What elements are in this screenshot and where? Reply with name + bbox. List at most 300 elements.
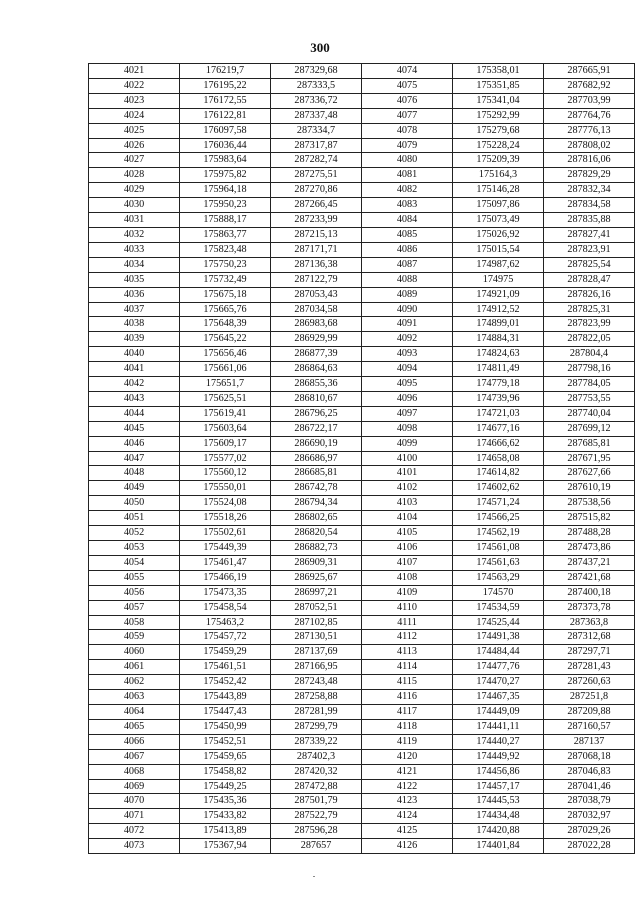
y-coordinate-right-cell: 287437,21 xyxy=(544,555,635,570)
point-number-left-cell: 4050 xyxy=(89,496,180,511)
table-row xyxy=(89,555,635,570)
point-number-right-cell: 4126 xyxy=(362,839,453,854)
y-coordinate-right-cell: 287825,54 xyxy=(544,257,635,272)
y-coordinate-right-cell: 287032,97 xyxy=(544,809,635,824)
x-coordinate-right-cell: 174824,63 xyxy=(453,347,544,362)
x-coordinate-right-cell: 174562,19 xyxy=(453,526,544,541)
y-coordinate-left-cell: 287333,5 xyxy=(271,78,362,93)
table-row xyxy=(89,64,635,79)
point-number-left-cell: 4039 xyxy=(89,332,180,347)
point-number-right-cell: 4119 xyxy=(362,734,453,749)
point-number-right-cell: 4086 xyxy=(362,242,453,257)
table-row xyxy=(89,421,635,436)
point-number-right-cell: 4103 xyxy=(362,496,453,511)
x-coordinate-left-cell: 175433,82 xyxy=(180,809,271,824)
y-coordinate-right-cell: 287798,16 xyxy=(544,362,635,377)
y-coordinate-left-cell: 286685,81 xyxy=(271,466,362,481)
y-coordinate-left-cell: 287233,99 xyxy=(271,213,362,228)
x-coordinate-left-cell: 175524,08 xyxy=(180,496,271,511)
x-coordinate-right-cell: 174484,44 xyxy=(453,645,544,660)
y-coordinate-right-cell: 287041,46 xyxy=(544,779,635,794)
page-number: 300 xyxy=(310,40,330,55)
y-coordinate-right-cell: 287832,34 xyxy=(544,183,635,198)
x-coordinate-right-cell: 175279,68 xyxy=(453,123,544,138)
table-row xyxy=(89,108,635,123)
x-coordinate-left-cell: 175447,43 xyxy=(180,704,271,719)
point-number-right-cell: 4125 xyxy=(362,824,453,839)
x-coordinate-left-cell: 175458,82 xyxy=(180,764,271,779)
table-row xyxy=(89,287,635,302)
point-number-left-cell: 4072 xyxy=(89,824,180,839)
x-coordinate-left-cell: 175964,18 xyxy=(180,183,271,198)
y-coordinate-left-cell: 287339,22 xyxy=(271,734,362,749)
x-coordinate-right-cell: 174566,25 xyxy=(453,511,544,526)
table-row xyxy=(89,227,635,242)
x-coordinate-right-cell: 174739,96 xyxy=(453,391,544,406)
point-number-left-cell: 4044 xyxy=(89,406,180,421)
x-coordinate-right-cell: 174491,38 xyxy=(453,630,544,645)
point-number-left-cell: 4047 xyxy=(89,451,180,466)
y-coordinate-right-cell: 287538,56 xyxy=(544,496,635,511)
table-row xyxy=(89,257,635,272)
y-coordinate-left-cell: 286864,63 xyxy=(271,362,362,377)
point-number-left-cell: 4073 xyxy=(89,839,180,854)
point-number-right-cell: 4100 xyxy=(362,451,453,466)
y-coordinate-right-cell: 287046,83 xyxy=(544,764,635,779)
y-coordinate-right-cell: 287776,13 xyxy=(544,123,635,138)
point-number-left-cell: 4035 xyxy=(89,272,180,287)
x-coordinate-right-cell: 175209,39 xyxy=(453,153,544,168)
y-coordinate-left-cell: 287596,28 xyxy=(271,824,362,839)
point-number-right-cell: 4122 xyxy=(362,779,453,794)
point-number-left-cell: 4058 xyxy=(89,615,180,630)
y-coordinate-left-cell: 287215,13 xyxy=(271,227,362,242)
table-row xyxy=(89,153,635,168)
y-coordinate-right-cell: 287828,47 xyxy=(544,272,635,287)
point-number-right-cell: 4118 xyxy=(362,719,453,734)
x-coordinate-right-cell: 174456,86 xyxy=(453,764,544,779)
x-coordinate-right-cell: 174449,09 xyxy=(453,704,544,719)
x-coordinate-left-cell: 176195,22 xyxy=(180,78,271,93)
x-coordinate-left-cell: 175983,64 xyxy=(180,153,271,168)
point-number-right-cell: 4092 xyxy=(362,332,453,347)
y-coordinate-right-cell: 287029,26 xyxy=(544,824,635,839)
table-row xyxy=(89,362,635,377)
table-row xyxy=(89,391,635,406)
y-coordinate-left-cell: 286855,36 xyxy=(271,377,362,392)
y-coordinate-right-cell: 287421,68 xyxy=(544,570,635,585)
x-coordinate-left-cell: 175603,64 xyxy=(180,421,271,436)
point-number-right-cell: 4075 xyxy=(362,78,453,93)
table-row xyxy=(89,690,635,705)
table-row xyxy=(89,198,635,213)
y-coordinate-left-cell: 287137,69 xyxy=(271,645,362,660)
y-coordinate-right-cell: 287137 xyxy=(544,734,635,749)
x-coordinate-left-cell: 175732,49 xyxy=(180,272,271,287)
y-coordinate-right-cell: 287816,06 xyxy=(544,153,635,168)
y-coordinate-right-cell: 287671,95 xyxy=(544,451,635,466)
x-coordinate-left-cell: 175461,51 xyxy=(180,660,271,675)
y-coordinate-right-cell: 287835,88 xyxy=(544,213,635,228)
x-coordinate-right-cell: 174975 xyxy=(453,272,544,287)
x-coordinate-right-cell: 174467,35 xyxy=(453,690,544,705)
y-coordinate-left-cell: 287337,48 xyxy=(271,108,362,123)
y-coordinate-right-cell: 287822,05 xyxy=(544,332,635,347)
point-number-left-cell: 4043 xyxy=(89,391,180,406)
y-coordinate-left-cell: 287053,43 xyxy=(271,287,362,302)
table-row xyxy=(89,183,635,198)
table-row xyxy=(89,123,635,138)
y-coordinate-right-cell: 287834,58 xyxy=(544,198,635,213)
y-coordinate-left-cell: 287130,51 xyxy=(271,630,362,645)
y-coordinate-right-cell: 287823,99 xyxy=(544,317,635,332)
table-row xyxy=(89,675,635,690)
x-coordinate-right-cell: 174658,08 xyxy=(453,451,544,466)
y-coordinate-right-cell: 287753,55 xyxy=(544,391,635,406)
point-number-right-cell: 4099 xyxy=(362,436,453,451)
x-coordinate-left-cell: 175577,02 xyxy=(180,451,271,466)
x-coordinate-left-cell: 175367,94 xyxy=(180,839,271,854)
point-number-right-cell: 4120 xyxy=(362,749,453,764)
y-coordinate-left-cell: 287102,85 xyxy=(271,615,362,630)
point-number-right-cell: 4115 xyxy=(362,675,453,690)
y-coordinate-right-cell: 287363,8 xyxy=(544,615,635,630)
x-coordinate-left-cell: 175502,61 xyxy=(180,526,271,541)
point-number-left-cell: 4067 xyxy=(89,749,180,764)
x-coordinate-left-cell: 175665,76 xyxy=(180,302,271,317)
table-row xyxy=(89,347,635,362)
point-number-left-cell: 4026 xyxy=(89,138,180,153)
x-coordinate-right-cell: 175228,24 xyxy=(453,138,544,153)
x-coordinate-right-cell: 174440,27 xyxy=(453,734,544,749)
y-coordinate-left-cell: 287281,99 xyxy=(271,704,362,719)
x-coordinate-left-cell: 175750,23 xyxy=(180,257,271,272)
point-number-left-cell: 4030 xyxy=(89,198,180,213)
point-number-left-cell: 4034 xyxy=(89,257,180,272)
point-number-left-cell: 4063 xyxy=(89,690,180,705)
x-coordinate-left-cell: 176097,58 xyxy=(180,123,271,138)
point-number-right-cell: 4114 xyxy=(362,660,453,675)
x-coordinate-left-cell: 175625,51 xyxy=(180,391,271,406)
x-coordinate-left-cell: 175461,47 xyxy=(180,555,271,570)
table-row xyxy=(89,78,635,93)
y-coordinate-right-cell: 287473,86 xyxy=(544,541,635,556)
table-row xyxy=(89,704,635,719)
y-coordinate-right-cell: 287610,19 xyxy=(544,481,635,496)
y-coordinate-right-cell: 287699,12 xyxy=(544,421,635,436)
table-row xyxy=(89,839,635,854)
table-row xyxy=(89,541,635,556)
point-number-left-cell: 4057 xyxy=(89,600,180,615)
point-number-left-cell: 4053 xyxy=(89,541,180,556)
table-row xyxy=(89,824,635,839)
x-coordinate-left-cell: 175413,89 xyxy=(180,824,271,839)
y-coordinate-left-cell: 286690,19 xyxy=(271,436,362,451)
point-number-left-cell: 4056 xyxy=(89,585,180,600)
table-row xyxy=(89,570,635,585)
table-row xyxy=(89,734,635,749)
point-number-right-cell: 4091 xyxy=(362,317,453,332)
table-row xyxy=(89,406,635,421)
point-number-right-cell: 4106 xyxy=(362,541,453,556)
x-coordinate-left-cell: 175449,39 xyxy=(180,541,271,556)
x-coordinate-right-cell: 174470,27 xyxy=(453,675,544,690)
x-coordinate-right-cell: 174534,59 xyxy=(453,600,544,615)
y-coordinate-right-cell: 287488,28 xyxy=(544,526,635,541)
coordinates-table xyxy=(88,63,635,854)
point-number-right-cell: 4116 xyxy=(362,690,453,705)
point-number-right-cell: 4087 xyxy=(362,257,453,272)
point-number-left-cell: 4033 xyxy=(89,242,180,257)
y-coordinate-left-cell: 287166,95 xyxy=(271,660,362,675)
x-coordinate-left-cell: 175459,65 xyxy=(180,749,271,764)
x-coordinate-left-cell: 175459,29 xyxy=(180,645,271,660)
point-number-left-cell: 4040 xyxy=(89,347,180,362)
point-number-right-cell: 4097 xyxy=(362,406,453,421)
x-coordinate-left-cell: 175888,17 xyxy=(180,213,271,228)
x-coordinate-right-cell: 175351,85 xyxy=(453,78,544,93)
x-coordinate-left-cell: 175975,82 xyxy=(180,168,271,183)
x-coordinate-right-cell: 175097,86 xyxy=(453,198,544,213)
y-coordinate-left-cell: 286802,65 xyxy=(271,511,362,526)
table-row xyxy=(89,138,635,153)
point-number-right-cell: 4107 xyxy=(362,555,453,570)
y-coordinate-left-cell: 286929,99 xyxy=(271,332,362,347)
point-number-right-cell: 4098 xyxy=(362,421,453,436)
y-coordinate-left-cell: 287052,51 xyxy=(271,600,362,615)
x-coordinate-right-cell: 174561,08 xyxy=(453,541,544,556)
point-number-left-cell: 4029 xyxy=(89,183,180,198)
table-row xyxy=(89,719,635,734)
x-coordinate-left-cell: 175619,41 xyxy=(180,406,271,421)
point-number-right-cell: 4117 xyxy=(362,704,453,719)
x-coordinate-right-cell: 174884,31 xyxy=(453,332,544,347)
y-coordinate-right-cell: 287764,76 xyxy=(544,108,635,123)
y-coordinate-right-cell: 287665,91 xyxy=(544,64,635,79)
x-coordinate-left-cell: 175661,06 xyxy=(180,362,271,377)
x-coordinate-left-cell: 175609,17 xyxy=(180,436,271,451)
point-number-right-cell: 4082 xyxy=(362,183,453,198)
point-number-right-cell: 4112 xyxy=(362,630,453,645)
x-coordinate-left-cell: 175443,89 xyxy=(180,690,271,705)
y-coordinate-left-cell: 287266,45 xyxy=(271,198,362,213)
y-coordinate-right-cell: 287823,91 xyxy=(544,242,635,257)
point-number-right-cell: 4096 xyxy=(362,391,453,406)
y-coordinate-right-cell: 287260,63 xyxy=(544,675,635,690)
point-number-left-cell: 4025 xyxy=(89,123,180,138)
x-coordinate-left-cell: 176122,81 xyxy=(180,108,271,123)
x-coordinate-right-cell: 174912,52 xyxy=(453,302,544,317)
point-number-left-cell: 4066 xyxy=(89,734,180,749)
x-coordinate-left-cell: 175550,01 xyxy=(180,481,271,496)
y-coordinate-right-cell: 287373,78 xyxy=(544,600,635,615)
y-coordinate-right-cell: 287022,28 xyxy=(544,839,635,854)
point-number-left-cell: 4054 xyxy=(89,555,180,570)
y-coordinate-left-cell: 286909,31 xyxy=(271,555,362,570)
x-coordinate-right-cell: 174420,88 xyxy=(453,824,544,839)
y-coordinate-right-cell: 287740,04 xyxy=(544,406,635,421)
table-row xyxy=(89,481,635,496)
point-number-right-cell: 4079 xyxy=(362,138,453,153)
x-coordinate-left-cell: 175651,7 xyxy=(180,377,271,392)
x-coordinate-right-cell: 174477,76 xyxy=(453,660,544,675)
y-coordinate-left-cell: 287420,32 xyxy=(271,764,362,779)
table-row xyxy=(89,242,635,257)
x-coordinate-left-cell: 175656,46 xyxy=(180,347,271,362)
point-number-left-cell: 4051 xyxy=(89,511,180,526)
point-number-left-cell: 4021 xyxy=(89,64,180,79)
x-coordinate-right-cell: 174614,82 xyxy=(453,466,544,481)
table-row xyxy=(89,660,635,675)
point-number-left-cell: 4055 xyxy=(89,570,180,585)
y-coordinate-right-cell: 287804,4 xyxy=(544,347,635,362)
point-number-right-cell: 4078 xyxy=(362,123,453,138)
table-row xyxy=(89,645,635,660)
point-number-right-cell: 4109 xyxy=(362,585,453,600)
y-coordinate-left-cell: 287501,79 xyxy=(271,794,362,809)
x-coordinate-right-cell: 174563,29 xyxy=(453,570,544,585)
point-number-left-cell: 4023 xyxy=(89,93,180,108)
point-number-left-cell: 4046 xyxy=(89,436,180,451)
point-number-right-cell: 4089 xyxy=(362,287,453,302)
x-coordinate-right-cell: 174899,01 xyxy=(453,317,544,332)
y-coordinate-left-cell: 287402,3 xyxy=(271,749,362,764)
x-coordinate-left-cell: 175457,72 xyxy=(180,630,271,645)
y-coordinate-right-cell: 287826,16 xyxy=(544,287,635,302)
table-row xyxy=(89,764,635,779)
x-coordinate-right-cell: 174571,24 xyxy=(453,496,544,511)
table-row xyxy=(89,466,635,481)
x-coordinate-left-cell: 175450,99 xyxy=(180,719,271,734)
x-coordinate-left-cell: 175648,39 xyxy=(180,317,271,332)
y-coordinate-right-cell: 287160,57 xyxy=(544,719,635,734)
y-coordinate-left-cell: 287522,79 xyxy=(271,809,362,824)
x-coordinate-right-cell: 174666,62 xyxy=(453,436,544,451)
point-number-left-cell: 4022 xyxy=(89,78,180,93)
point-number-right-cell: 4108 xyxy=(362,570,453,585)
y-coordinate-right-cell: 287297,71 xyxy=(544,645,635,660)
y-coordinate-left-cell: 286794,34 xyxy=(271,496,362,511)
y-coordinate-right-cell: 287627,66 xyxy=(544,466,635,481)
point-number-right-cell: 4088 xyxy=(362,272,453,287)
point-number-left-cell: 4064 xyxy=(89,704,180,719)
point-number-left-cell: 4027 xyxy=(89,153,180,168)
y-coordinate-left-cell: 286997,21 xyxy=(271,585,362,600)
x-coordinate-right-cell: 174441,11 xyxy=(453,719,544,734)
y-coordinate-left-cell: 287334,7 xyxy=(271,123,362,138)
point-number-left-cell: 4045 xyxy=(89,421,180,436)
y-coordinate-left-cell: 286820,54 xyxy=(271,526,362,541)
table-row xyxy=(89,93,635,108)
x-coordinate-left-cell: 175452,51 xyxy=(180,734,271,749)
x-coordinate-left-cell: 175473,35 xyxy=(180,585,271,600)
table-body xyxy=(89,64,635,854)
point-number-right-cell: 4081 xyxy=(362,168,453,183)
point-number-right-cell: 4094 xyxy=(362,362,453,377)
point-number-left-cell: 4037 xyxy=(89,302,180,317)
point-number-left-cell: 4070 xyxy=(89,794,180,809)
point-number-left-cell: 4038 xyxy=(89,317,180,332)
y-coordinate-right-cell: 287281,43 xyxy=(544,660,635,675)
x-coordinate-right-cell: 175292,99 xyxy=(453,108,544,123)
y-coordinate-left-cell: 287171,71 xyxy=(271,242,362,257)
point-number-left-cell: 4060 xyxy=(89,645,180,660)
x-coordinate-right-cell: 174921,09 xyxy=(453,287,544,302)
y-coordinate-left-cell: 286796,25 xyxy=(271,406,362,421)
table-row xyxy=(89,526,635,541)
y-coordinate-right-cell: 287825,31 xyxy=(544,302,635,317)
y-coordinate-left-cell: 287317,87 xyxy=(271,138,362,153)
y-coordinate-left-cell: 286810,67 xyxy=(271,391,362,406)
y-coordinate-left-cell: 287243,48 xyxy=(271,675,362,690)
x-coordinate-right-cell: 174677,16 xyxy=(453,421,544,436)
point-number-left-cell: 4052 xyxy=(89,526,180,541)
y-coordinate-left-cell: 287258,88 xyxy=(271,690,362,705)
y-coordinate-right-cell: 287400,18 xyxy=(544,585,635,600)
y-coordinate-right-cell: 287827,41 xyxy=(544,227,635,242)
x-coordinate-right-cell: 175015,54 xyxy=(453,242,544,257)
x-coordinate-right-cell: 175341,04 xyxy=(453,93,544,108)
point-number-right-cell: 4101 xyxy=(362,466,453,481)
point-number-left-cell: 4065 xyxy=(89,719,180,734)
x-coordinate-right-cell: 175026,92 xyxy=(453,227,544,242)
point-number-right-cell: 4093 xyxy=(362,347,453,362)
point-number-right-cell: 4102 xyxy=(362,481,453,496)
x-coordinate-left-cell: 175823,48 xyxy=(180,242,271,257)
table-row xyxy=(89,749,635,764)
x-coordinate-left-cell: 176036,44 xyxy=(180,138,271,153)
x-coordinate-right-cell: 174525,44 xyxy=(453,615,544,630)
x-coordinate-right-cell: 174721,03 xyxy=(453,406,544,421)
point-number-right-cell: 4080 xyxy=(362,153,453,168)
x-coordinate-left-cell: 175675,18 xyxy=(180,287,271,302)
point-number-right-cell: 4104 xyxy=(362,511,453,526)
y-coordinate-right-cell: 287829,29 xyxy=(544,168,635,183)
point-number-left-cell: 4062 xyxy=(89,675,180,690)
point-number-right-cell: 4105 xyxy=(362,526,453,541)
table-row xyxy=(89,511,635,526)
point-number-left-cell: 4041 xyxy=(89,362,180,377)
x-coordinate-right-cell: 174449,92 xyxy=(453,749,544,764)
point-number-right-cell: 4074 xyxy=(362,64,453,79)
y-coordinate-right-cell: 287251,8 xyxy=(544,690,635,705)
point-number-left-cell: 4048 xyxy=(89,466,180,481)
table-row xyxy=(89,630,635,645)
y-coordinate-right-cell: 287209,88 xyxy=(544,704,635,719)
y-coordinate-right-cell: 287068,18 xyxy=(544,749,635,764)
x-coordinate-right-cell: 175146,28 xyxy=(453,183,544,198)
table-row xyxy=(89,615,635,630)
x-coordinate-left-cell: 175449,25 xyxy=(180,779,271,794)
y-coordinate-left-cell: 287329,68 xyxy=(271,64,362,79)
y-coordinate-left-cell: 287472,88 xyxy=(271,779,362,794)
point-number-right-cell: 4113 xyxy=(362,645,453,660)
x-coordinate-right-cell: 174570 xyxy=(453,585,544,600)
point-number-left-cell: 4049 xyxy=(89,481,180,496)
table-row xyxy=(89,377,635,392)
x-coordinate-right-cell: 175073,49 xyxy=(453,213,544,228)
y-coordinate-left-cell: 286722,17 xyxy=(271,421,362,436)
table-row xyxy=(89,168,635,183)
point-number-left-cell: 4061 xyxy=(89,660,180,675)
point-number-left-cell: 4032 xyxy=(89,227,180,242)
y-coordinate-left-cell: 287136,38 xyxy=(271,257,362,272)
point-number-right-cell: 4090 xyxy=(362,302,453,317)
x-coordinate-right-cell: 174602,62 xyxy=(453,481,544,496)
y-coordinate-right-cell: 287808,02 xyxy=(544,138,635,153)
x-coordinate-left-cell: 176172,55 xyxy=(180,93,271,108)
table-row xyxy=(89,794,635,809)
